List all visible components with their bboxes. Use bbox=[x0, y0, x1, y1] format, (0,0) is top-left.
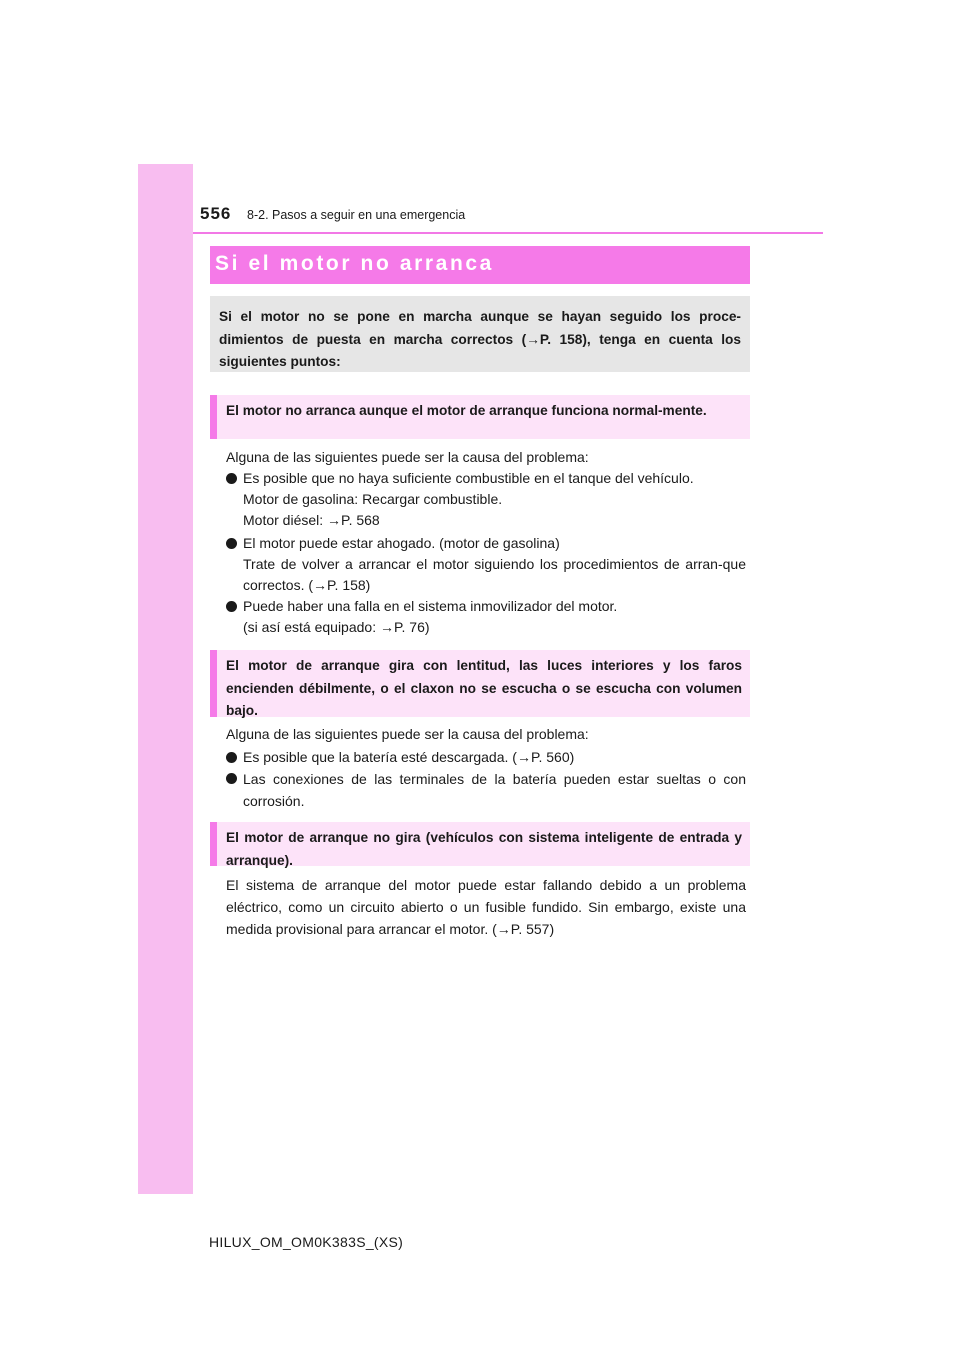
list-item: Las conexiones de las terminales de la batería pueden estar sueltas o con corrosión. bbox=[226, 768, 746, 812]
chapter-sidebar-tab bbox=[138, 164, 193, 1194]
bullet-icon bbox=[226, 473, 237, 484]
footer-code: HILUX_OM_OM0K383S_(XS) bbox=[209, 1234, 404, 1250]
bullet-icon bbox=[226, 752, 237, 763]
bullet-icon bbox=[226, 773, 237, 784]
lead-text-1: Alguna de las siguientes puede ser la causa del problema: bbox=[226, 449, 589, 465]
subheading-3: El motor de arranque no gira (vehículos con sistema inteligente de entrada y arranque). bbox=[210, 822, 750, 866]
list-item: El motor puede estar ahogado. (motor de gasolina) Trate de volver a arrancar el motor siguiendo los procedimientos de arran-que correctos. (→P. 158) bbox=[226, 533, 746, 596]
list-item: Es posible que la batería esté descargada. (→P. 560) bbox=[226, 747, 746, 768]
list-item: Es posible que no haya suficiente combustible en el tanque del vehículo. Motor de gasolina: Recargar combustible. Motor diésel: →P. 568 bbox=[226, 468, 746, 531]
intro-box: Si el motor no se pone en marcha aunque se hayan seguido los proce-dimientos de puesta en marcha correctos (→P. 158), tenga en cuenta los siguientes puntos: bbox=[210, 296, 750, 372]
page-number: 556 bbox=[200, 204, 232, 223]
body-paragraph: El sistema de arranque del motor puede estar fallando debido a un problema eléctrico, como un circuito abierto o un fusible fundido. Sin embargo, existe una medida provisional para arrancar el motor. (→P. 557) bbox=[226, 877, 746, 937]
list-item: Puede haber una falla en el sistema inmovilizador del motor. (si así está equipado: →P. 76) bbox=[226, 596, 746, 638]
bullet-icon bbox=[226, 538, 237, 549]
section-title: 8-2. Pasos a seguir en una emergencia bbox=[247, 208, 466, 222]
subheading-2: El motor de arranque gira con lentitud, las luces interiores y los faros encienden débilmente, o el claxon no se escucha o se escucha con volumen bajo. bbox=[210, 650, 750, 717]
lead-text-2: Alguna de las siguientes puede ser la causa del problema: bbox=[226, 726, 589, 742]
bullet-icon bbox=[226, 601, 237, 612]
page-title: Si el motor no arranca bbox=[215, 252, 494, 275]
header-rule bbox=[193, 232, 823, 234]
page-title-band bbox=[210, 246, 750, 284]
subheading-1: El motor no arranca aunque el motor de arranque funciona normal-mente. bbox=[210, 395, 750, 439]
